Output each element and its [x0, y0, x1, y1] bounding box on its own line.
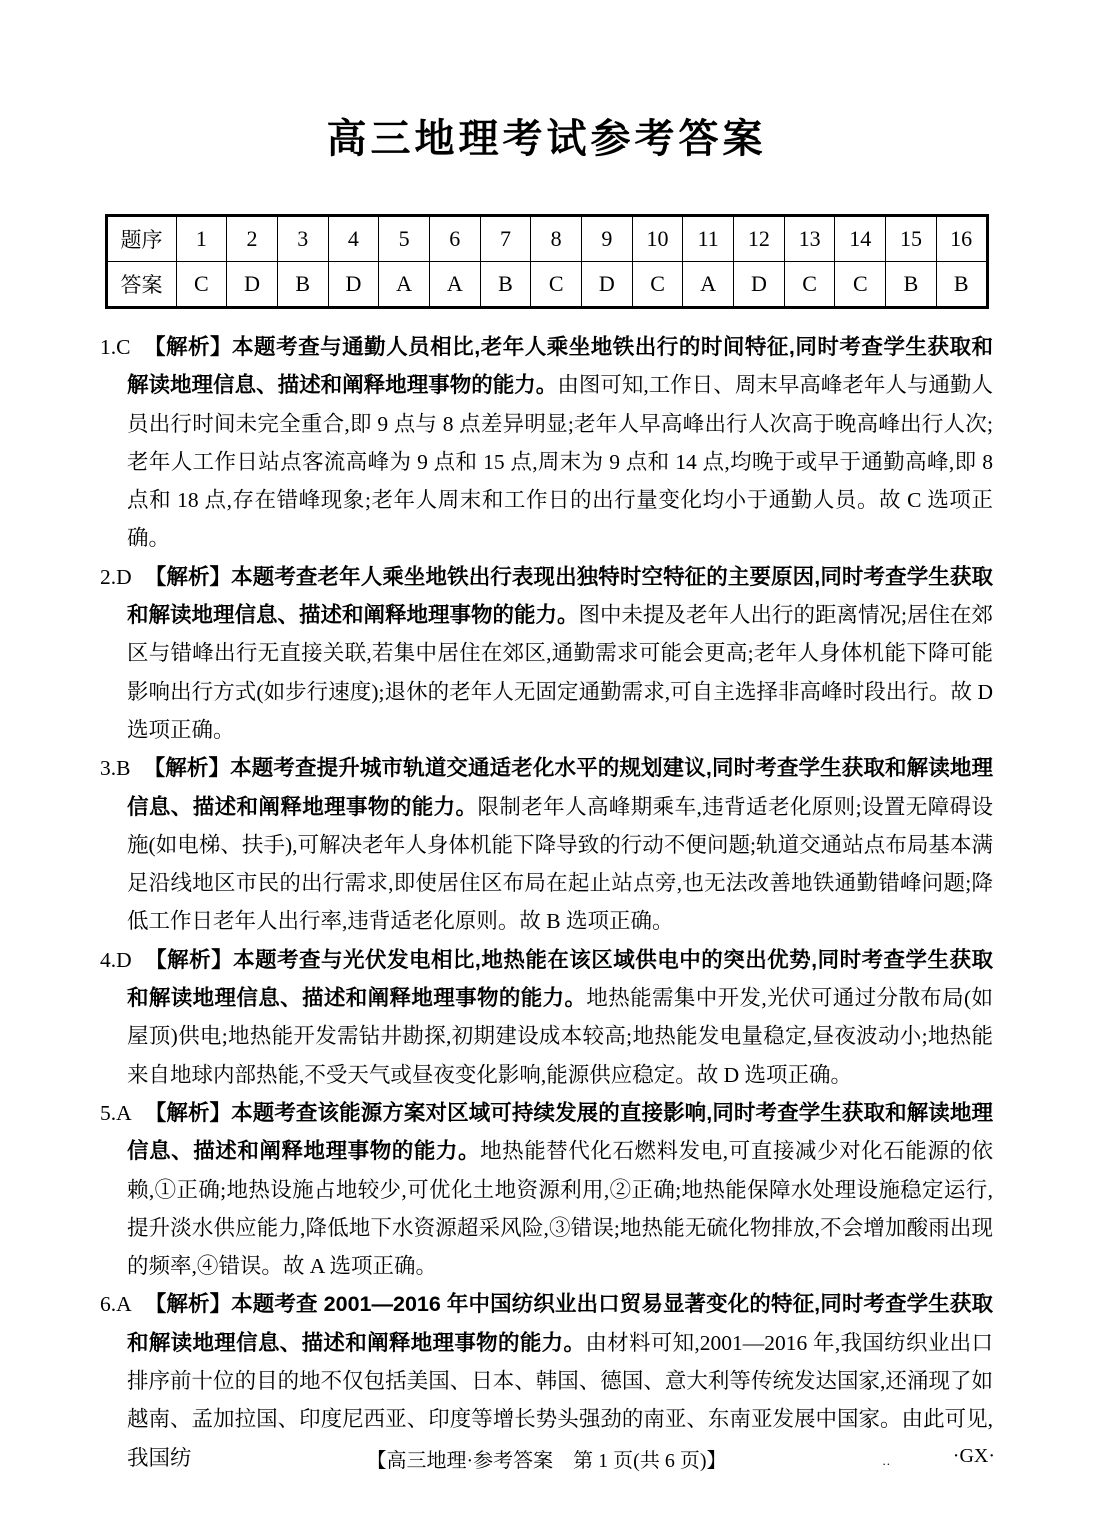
explanation-question-summary: 【解析】本题考查提升城市轨道交通适老化水平的规划建议,同时考查学生获取和解读地理信息、描述和阐释地理事物的能力。	[127, 756, 993, 819]
answer-cell: A	[683, 262, 734, 308]
explanation-question-summary: 【解析】本题考查与通勤人员相比,老年人乘坐地铁出行的时间特征,同时考查学生获取和解读地理信息、描述和阐释地理事物的能力。	[127, 335, 993, 398]
explanation-label: 2.D	[100, 564, 132, 589]
question-number-cell: 15	[886, 216, 937, 262]
question-number-row	[106, 216, 987, 262]
question-number-cell: 6	[429, 216, 480, 262]
question-number-cell: 1	[176, 216, 227, 262]
explanation-body: 由材料可知,2001—2016 年,我国纺织业出口排序前十位的目的地不仅包括美国、日本、韩国、德国、意大利等传统发达国家,还涌现了如越南、孟加拉国、印度尼西亚、印度等增长势头强劲的南亚、东南亚发展中国家。由此可见,我国纺	[127, 1330, 993, 1470]
answer-cell: C	[784, 262, 835, 308]
explanation-question-summary: 【解析】本题考查该能源方案对区域可持续发展的直接影响,同时考查学生获取和解读地理信息、描述和阐释地理事物的能力。	[127, 1100, 993, 1164]
explanation-body: 由图可知,工作日、周末早高峰老年人与通勤人员出行时间未完全重合,即 9 点与 8 点差异明显;老年人早高峰出行人次高于晚高峰出行人次;老年人工作日站点客流高峰为 9 点和 15 点,周末为 9 点和 14 点,均晚于或早于通勤高峰,即 8 点和 18 点,存在错峰现象;老年人周末和工作日的出行量变化均小于通勤人员。故 C 选项正确。	[127, 373, 993, 551]
answer-cell: B	[480, 262, 531, 308]
answer-cell: C	[176, 262, 227, 308]
answer-cell: A	[429, 262, 480, 308]
answer-cell: B	[936, 262, 987, 308]
row-header-question: 题序	[106, 216, 176, 262]
page-title: 高三地理考试参考答案	[326, 117, 767, 161]
answer-cell: A	[379, 262, 430, 308]
question-number-cell: 13	[784, 216, 835, 262]
answer-cell: D	[582, 262, 633, 308]
answer-cell: D	[328, 262, 379, 308]
explanation-label: 6.A	[100, 1292, 132, 1317]
explanation-item-2	[100, 558, 993, 749]
explanation-item-5	[100, 1094, 993, 1285]
question-number-cell: 16	[936, 216, 987, 262]
answer-table	[105, 214, 989, 309]
explanation-item-1	[100, 328, 993, 558]
explanation-question-summary: 【解析】本题考查 2001—2016 年中国纺织业出口贸易显著变化的特征,同时考查学生获取和解读地理信息、描述和阐释地理事物的能力。	[127, 1292, 993, 1355]
question-number-cell: 8	[531, 216, 582, 262]
answer-cell: C	[531, 262, 582, 308]
explanation-item-4	[100, 941, 993, 1094]
explanation-body: 地热能替代化石燃料发电,可直接减少对化石能源的依赖,①正确;地热设施占地较少,可优化土地资源利用,②正确;地热能保障水处理设施稳定运行,提升淡水供应能力,降低地下水资源超采风险,③错误;地热能无硫化物排放,不会增加酸雨出现的频率,④错误。故 A 选项正确。	[127, 1139, 993, 1279]
question-number-cell: 9	[582, 216, 633, 262]
row-header-answer: 答案	[106, 262, 176, 308]
explanation-label: 4.D	[100, 947, 132, 972]
footer-edition-code: ·GX·	[952, 1445, 995, 1467]
explanation-label: 1.C	[100, 335, 131, 359]
answer-row	[106, 262, 987, 308]
answer-cell: B	[277, 262, 328, 308]
explanation-label: 5.A	[100, 1100, 132, 1125]
answer-cell: C	[835, 262, 886, 308]
answer-cell: D	[734, 262, 785, 308]
explanation-question-summary: 【解析】本题考查老年人乘坐地铁出行表现出独特时空特征的主要原因,同时考查学生获取和解读地理信息、描述和阐释地理事物的能力。	[127, 564, 993, 628]
explanation-body: 限制老年人高峰期乘车,违背适老化原则;设置无障碍设施(如电梯、扶手),可解决老年人身体机能下降导致的行动不便问题;轨道交通站点布局基本满足沿线地区市民的出行需求,即使居住区布局在起止站点旁,也无法改善地铁通勤错峰问题;降低工作日老年人出行率,违背适老化原则。故 B 选项正确。	[127, 794, 993, 934]
answer-cell: C	[632, 262, 683, 308]
question-number-cell: 10	[632, 216, 683, 262]
question-number-cell: 2	[227, 216, 278, 262]
question-number-cell: 14	[835, 216, 886, 262]
explanations-section	[100, 328, 993, 1477]
explanation-body: 图中未提及老年人出行的距离情况;居住在郊区与错峰出行无直接关联,若集中居住在郊区,通勤需求可能会更高;老年人身体机能下降可能影响出行方式(如步行速度);退休的老年人无固定通勤需求,可自主选择非高峰时段出行。故 D 选项正确。	[127, 603, 993, 742]
question-number-cell: 5	[379, 216, 430, 262]
page-footer	[0, 1444, 1093, 1473]
answer-cell: D	[227, 262, 278, 308]
question-number-cell: 4	[328, 216, 379, 262]
answer-cell: B	[886, 262, 937, 308]
explanation-label: 3.B	[100, 756, 131, 781]
question-number-cell: 11	[683, 216, 734, 262]
question-number-cell: 12	[734, 216, 785, 262]
explanation-question-summary: 【解析】本题考查与光伏发电相比,地热能在该区域供电中的突出优势,同时考查学生获取和解读地理信息、描述和阐释地理事物的能力。	[127, 947, 993, 1011]
footer-page-info: 【高三地理·参考答案 第 1 页(共 6 页)】	[366, 1450, 727, 1472]
question-number-cell: 3	[277, 216, 328, 262]
print-artifact: ..	[882, 1453, 891, 1468]
explanation-body: 地热能需集中开发,光伏可通过分散布局(如屋顶)供电;地热能开发需钻井勘探,初期建设成本较高;地热能发电量稳定,昼夜波动小;地热能来自地球内部热能,不受天气或昼夜变化影响,能源供应稳定。故 D 选项正确。	[127, 986, 993, 1087]
explanation-item-3	[100, 749, 993, 940]
question-number-cell: 7	[480, 216, 531, 262]
